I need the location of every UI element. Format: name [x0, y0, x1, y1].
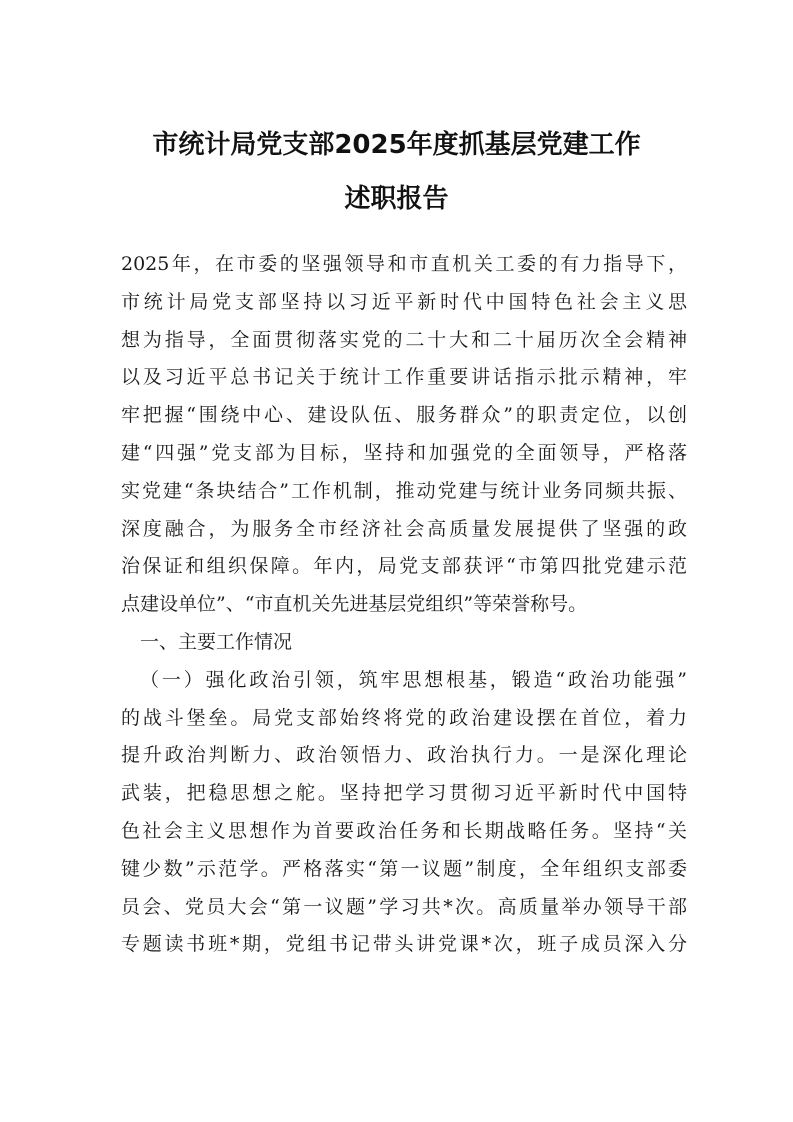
section1-line: （一）强化政治引领，筑牢思想根基，锻造“政治功能强”: [140, 668, 687, 691]
section1-line: 员会、党员大会“第一议题”学习共*次。高质量举办领导干部: [121, 895, 687, 918]
section1-line: 色社会主义思想作为首要政治任务和长期战略任务。坚持“关: [121, 819, 687, 842]
section1-line: 的战斗堡垒。局党支部始终将党的政治建设摆在首位，着力: [121, 706, 687, 729]
section1-line: 提升政治判断力、政治领悟力、政治执行力。一是深化理论: [121, 744, 687, 767]
intro-line: 2025年，在市委的坚强领导和市直机关工委的有力指导下，: [121, 253, 687, 275]
intro-line: 牢把握“围绕中心、建设队伍、服务群众”的职责定位，以创: [121, 404, 687, 427]
document-title: [100, 118, 693, 226]
intro-line: 想为指导，全面贯彻落实党的二十大和二十届历次全会精神: [121, 328, 687, 351]
section-heading: 一、主要工作情况: [140, 630, 293, 653]
section1-line: 键少数”示范学。严格落实“第一议题”制度，全年组织支部委: [121, 857, 687, 880]
section1-line: 专题读书班*期，党组书记带头讲党课*次，班子成员深入分: [121, 933, 687, 956]
intro-line: 以及习近平总书记关于统计工作重要讲话指示批示精神，牢: [121, 366, 687, 389]
intro-line: 建“四强”党支部为目标，坚持和加强党的全面领导，严格落: [121, 441, 687, 464]
document-body: [121, 246, 687, 964]
title-line-2: 述职报告: [344, 184, 449, 214]
intro-line: 深度融合，为服务全市经济社会高质量发展提供了坚强的政: [121, 517, 687, 540]
title-line-1: 市统计局党支部2025年度抓基层党建工作: [152, 130, 641, 160]
intro-line: 市统计局党支部坚持以习近平新时代中国特色社会主义思: [121, 290, 687, 313]
intro-line: 点建设单位”、“市直机关先进基层党组织”等荣誉称号。: [121, 593, 588, 616]
intro-line: 治保证和组织保障。年内，局党支部获评“市第四批党建示范: [121, 555, 687, 578]
intro-line: 实党建“条块结合”工作机制，推动党建与统计业务同频共振、: [121, 479, 687, 502]
section1-line: 武装，把稳思想之舵。坚持把学习贯彻习近平新时代中国特: [121, 782, 687, 805]
